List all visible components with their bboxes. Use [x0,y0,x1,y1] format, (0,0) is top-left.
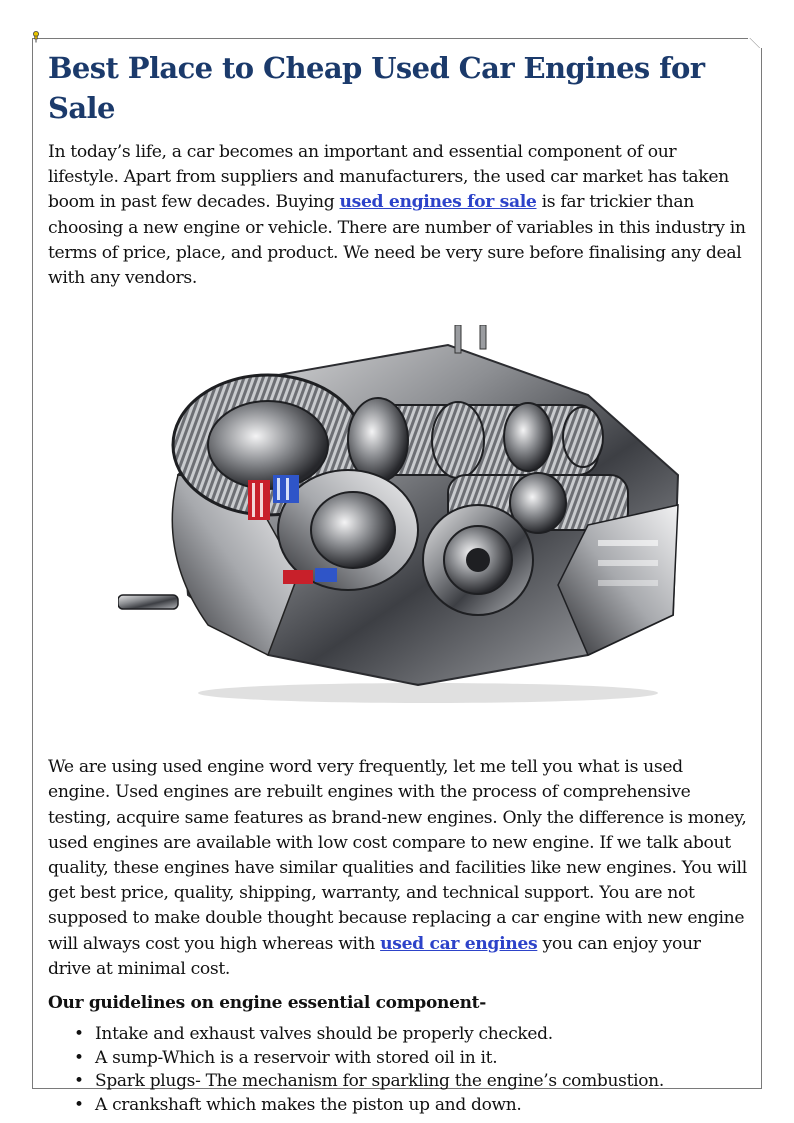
body-paragraph [48,755,748,982]
body-text-start: We are using used engine word very frequently, let me tell you what is used engine. Used engines are rebuilt engines with the process of comprehensive testing, acquire same features as brand-new engines. Only the difference is money, used engines are available with low cost compare to new engine. If we talk about quality, these engines have similar qualities and facilities like new engines. You will get best price, quality, shipping, warranty, and technical support. You are not supposed to make double thought because replacing a car engine with new engine will always cost you high whereas with [48,757,747,954]
guidelines-heading: Our guidelines on engine essential component- [48,993,486,1014]
intro-text-start: In today’s life, a car becomes an important and essential component of our lifestyle. Apart from suppliers and manufacturers, the used car market has taken boom in past few decades. Buying [48,142,729,213]
used-car-engines-link[interactable]: used car engines [380,933,538,954]
intro-text-end: is far trickier than choosing a new engine or vehicle. There are number of variables in this industry in terms of price, place, and product. We need be very sure before finalising any deal with any vendors. [48,192,746,289]
page-title: Best Place to Cheap Used Car Engines for Sale [48,51,705,125]
pushpin-icon [31,31,41,43]
body-text-end: you can enjoy your drive at minimal cost. [48,933,701,979]
list-item: • A sump-Which is a reservoir with stored oil in it. [74,1047,748,1071]
list-item: • Spark plugs- The mechanism for sparkling the engine’s combustion. [74,1070,748,1094]
document-content [48,48,748,1117]
engine-image [118,325,698,705]
guidelines-list [48,1023,748,1117]
engine-transmission-cutaway-image [118,325,698,705]
list-item: • A crankshaft which makes the piston up and down. [74,1094,748,1118]
list-item: • Intake and exhaust valves should be properly checked. [74,1023,748,1047]
intro-paragraph [48,140,748,291]
used-engines-for-sale-link[interactable]: used engines for sale [339,192,537,213]
